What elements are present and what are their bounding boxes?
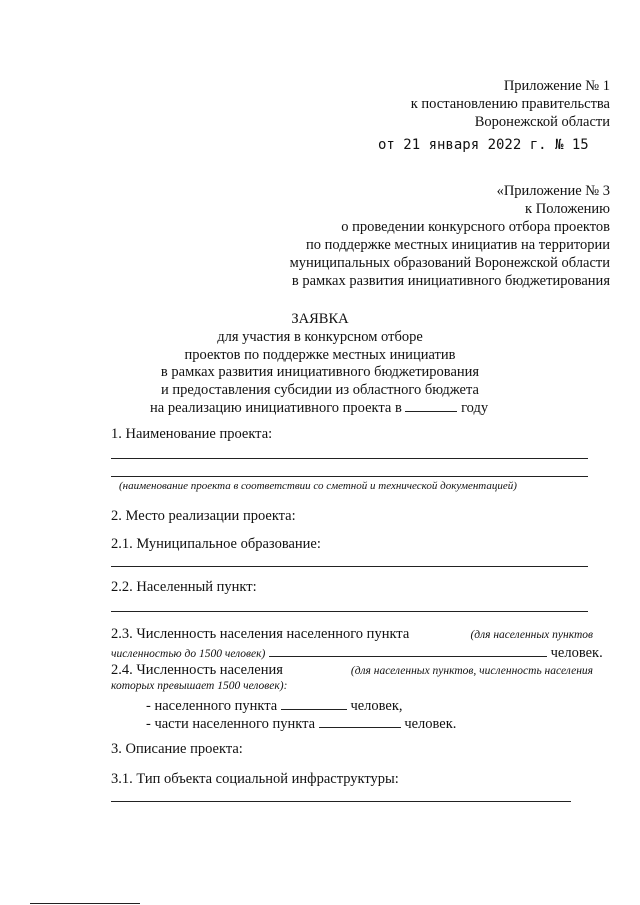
- population-small-blank[interactable]: [269, 644, 547, 657]
- section-1-label: 1. Наименование проекта:: [111, 426, 273, 442]
- appendix-reference: к постановлению правительства: [410, 96, 610, 112]
- section-2-1-label: 2.1. Муниципальное образование:: [111, 536, 321, 552]
- year-blank[interactable]: [405, 399, 457, 412]
- settlement-part-population-blank[interactable]: [319, 715, 401, 728]
- title-subtitle: [0, 329, 640, 399]
- municipality-line[interactable]: [111, 566, 588, 567]
- document-title: ЗАЯВКА: [291, 311, 349, 327]
- appendix-line: к Положению: [525, 201, 610, 217]
- project-name-line-2[interactable]: [111, 476, 588, 477]
- section-2-4-label: 2.4. Численность населения: [111, 662, 283, 678]
- project-name-hint: (наименование проекта в соответствии со сметной и технической документацией): [119, 480, 517, 492]
- section-2-3-hint-b: численностью до 1500 человек): [111, 648, 266, 660]
- section-2-3-row2: [111, 644, 603, 662]
- appendix-line: в рамках развития инициативного бюджетирования: [291, 273, 610, 289]
- title-year-line: [150, 399, 488, 417]
- footnote-separator: [30, 903, 140, 904]
- section-2-4-hint-a: (для населенных пунктов, численность населения: [350, 665, 593, 677]
- title-line: проектов по поддержке местных инициатив: [184, 346, 456, 363]
- section-2-3-unit: человек.: [550, 645, 603, 661]
- section-2-4-item-1: [146, 697, 403, 715]
- item-2-label: - части населенного пункта: [146, 716, 316, 732]
- year-line-suffix: году: [461, 400, 489, 416]
- appendix-region: Воронежской области: [474, 114, 610, 130]
- appendix-line: по поддержке местных инициатив на территории: [306, 237, 610, 253]
- item-2-unit: человек.: [404, 716, 457, 732]
- year-line-prefix: на реализацию инициативного проекта в: [150, 400, 402, 416]
- appendix-number: Приложение № 1: [503, 78, 610, 94]
- project-name-line-1[interactable]: [111, 458, 588, 459]
- appendix-line: муниципальных образований Воронежской области: [289, 255, 610, 271]
- title-line: для участия в конкурсном отборе: [217, 329, 423, 345]
- section-2-3-label: 2.3. Численность населения населенного пункта: [111, 626, 410, 642]
- decree-date: от 21 января 2022 г. № 15: [378, 137, 589, 153]
- section-2-label: 2. Место реализации проекта:: [111, 508, 296, 524]
- item-1-unit: человек,: [350, 698, 403, 714]
- item-1-label: - населенного пункта: [146, 698, 278, 714]
- section-2-4-hint-b: которых превышает 1500 человек):: [111, 680, 288, 692]
- settlement-population-blank[interactable]: [281, 697, 347, 710]
- appendix-line: «Приложение № 3: [496, 183, 610, 199]
- infrastructure-type-line[interactable]: [111, 801, 571, 802]
- appendix-block: [290, 182, 610, 290]
- appendix-line: о проведении конкурсного отбора проектов: [341, 219, 610, 235]
- title-line: и предоставления субсидии из областного бюджета: [161, 381, 479, 398]
- section-2-4-item-2: [146, 715, 456, 733]
- settlement-line[interactable]: [111, 611, 588, 612]
- section-3-label: 3. Описание проекта:: [111, 741, 243, 757]
- section-2-2-label: 2.2. Населенный пункт:: [111, 579, 257, 595]
- title-line: в рамках развития инициативного бюджетирования: [160, 364, 480, 380]
- section-2-4-row1: [111, 662, 593, 679]
- section-3-1-label: 3.1. Тип объекта социальной инфраструктуры:: [111, 771, 399, 787]
- section-2-3-row1: [111, 626, 593, 643]
- section-2-3-hint-a: (для населенных пунктов: [470, 629, 593, 641]
